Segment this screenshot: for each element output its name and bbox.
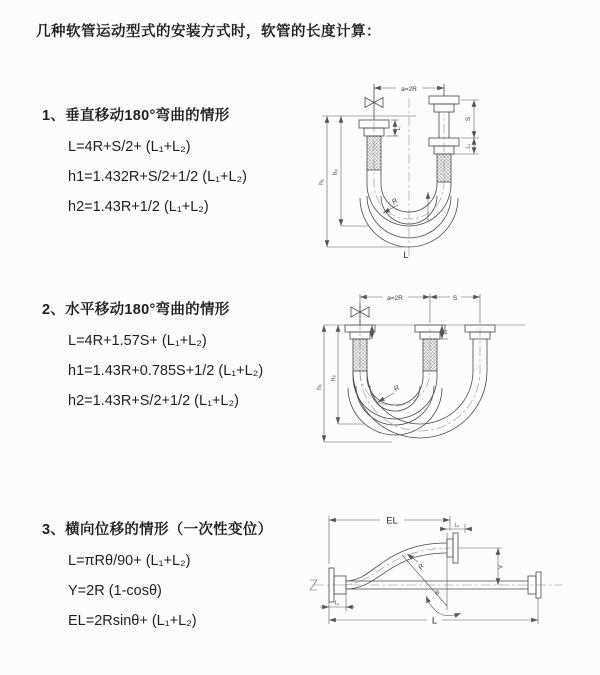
dim-label-l2: L₂ (454, 522, 460, 529)
dim-label-r: R (417, 563, 427, 572)
formula-h1: h1=1.432R+S/2+1/2 (L₁+L₂) (68, 169, 248, 185)
dim-label-r: R (391, 197, 400, 207)
section-lateral-displacement (42, 518, 320, 636)
dim-label-theta: θ (435, 590, 439, 597)
formula-Y: Y=2R (1-cosθ) (68, 583, 162, 599)
diagram-vertical-180-bend (312, 72, 597, 267)
dim-label-a2r: a=2R (401, 86, 417, 93)
dimension-lines (320, 515, 538, 626)
dim-label-h2: h₂ (330, 374, 337, 382)
dim-label-s: S (465, 116, 472, 122)
section2-heading: 2、水平移动180°弯曲的情形 (42, 302, 230, 318)
centerlines (374, 98, 444, 258)
dim-label-h1: h₁ (318, 179, 325, 185)
dim-label-h2: h₂ (332, 168, 339, 176)
dim-label-el: EL (386, 515, 398, 527)
dim-label-h1: h₁ (316, 384, 323, 390)
dim-label-l1: L₁ (443, 329, 449, 335)
formula-EL: EL=2Rsinθ+ (L₁+L₂) (68, 613, 197, 629)
section-horizontal-bend (42, 298, 320, 416)
formula-h2b: h2=1.43R+S/2+1/2 (L₁+L₂) (68, 393, 239, 409)
dim-label-a2r: a=2R (387, 295, 403, 302)
dim-label-r: R (393, 384, 402, 394)
dim-label-L: L (431, 615, 438, 627)
formula-h2: h2=1.43R+1/2 (L₁+L₂) (68, 199, 209, 215)
formula-h1b: h1=1.43R+0.785S+1/2 (L₁+L₂) (68, 363, 264, 379)
dim-label-y: Y (498, 564, 505, 570)
dim-label-s: S (452, 295, 458, 302)
dim-label-l1: L₁ (396, 125, 402, 131)
diagram-horizontal-180-bend (312, 282, 597, 467)
centerlines (360, 302, 480, 431)
dim-label-l2: L₂ (465, 143, 472, 149)
section3-heading: 3、横向位移的情形（一次性变位） (42, 522, 273, 538)
formula-L1: L=4R+S/2+ (L₁+L₂) (68, 139, 191, 155)
section-vertical-bend (42, 104, 320, 222)
diagram-lateral-displacement (300, 502, 600, 670)
hose-drawing (345, 304, 495, 438)
dim-label-L: L (403, 250, 409, 261)
page-title: 几种软管运动型式的安装方式时，软管的长度计算： (36, 24, 381, 40)
dim-label-l1: L₁ (334, 600, 340, 607)
formula-L2: L=4R+1.57S+ (L₁+L₂) (68, 333, 207, 349)
section1-heading: 1、垂直移动180°弯曲的情形 (42, 108, 230, 124)
formula-L3: L=πRθ/90+ (L₁+L₂) (68, 553, 191, 569)
dimension-lines (322, 83, 479, 248)
